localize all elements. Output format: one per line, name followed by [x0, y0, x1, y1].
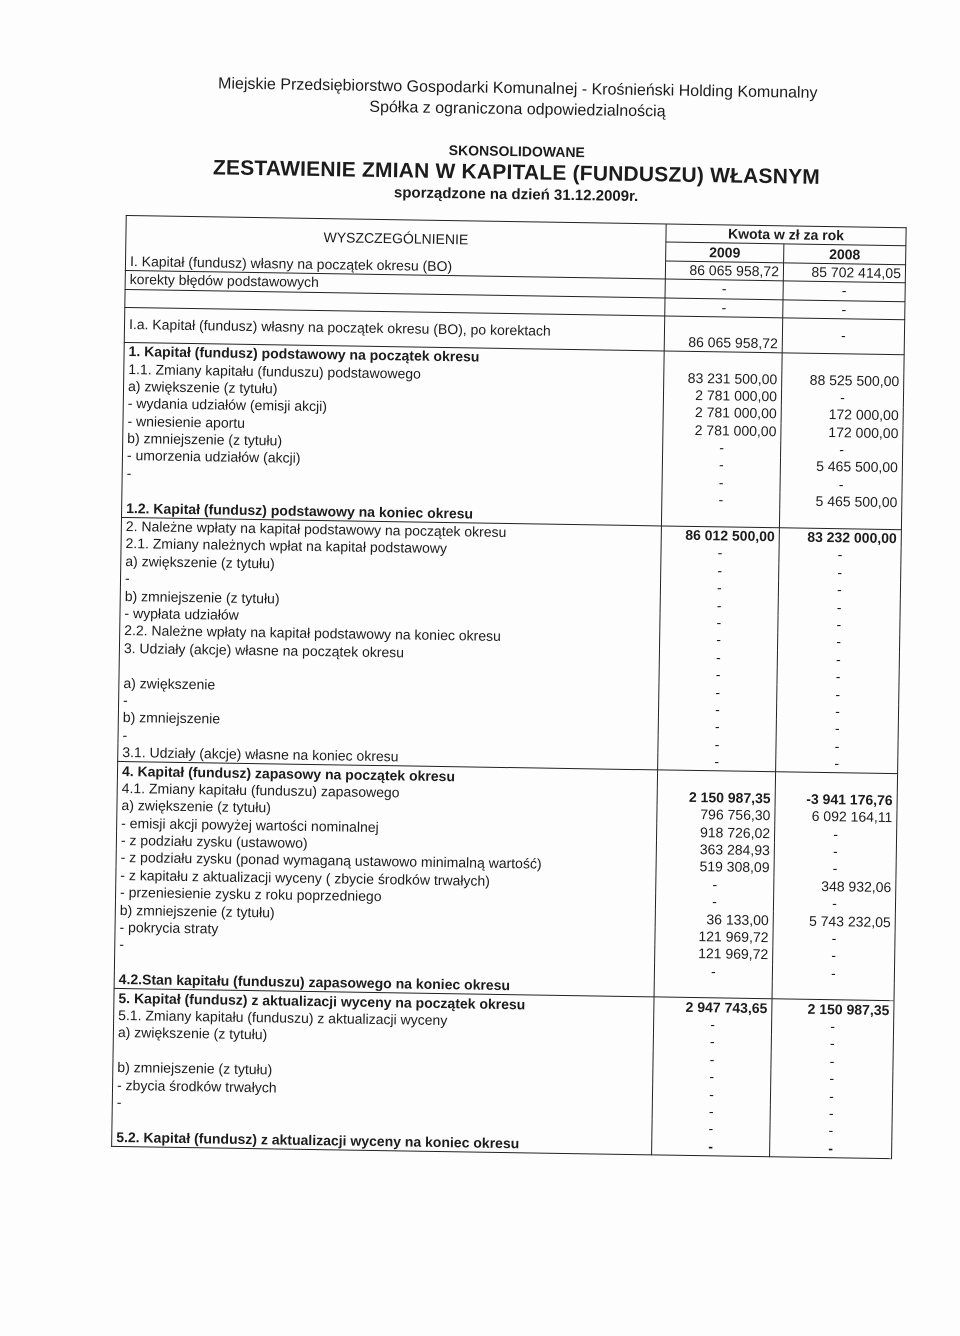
value-2008: 348 932,06 — [774, 877, 896, 896]
row-label: 4.2.Stan kapitału (funduszu) zapasowego na koniec okresu — [114, 971, 654, 997]
row-label: - z podziału zysku (ponad wymaganą ustawowo minimalną wartość) — [116, 849, 656, 875]
value-2009: 36 133,00 — [655, 910, 773, 929]
value-2009: 519 308,09 — [656, 858, 774, 877]
value-2008: - — [777, 650, 899, 669]
row-label: I.a. Kapitał (fundusz) własny na początek okresu (BO), po korektach — [124, 307, 664, 350]
row-label: - zbycia środków trwałych — [112, 1076, 652, 1102]
value-2009: 86 065 958,72 — [665, 261, 783, 281]
value-2009: - — [658, 718, 776, 737]
row-label: a) zwiększenie — [119, 674, 659, 700]
row-label: 4.1. Zmiany kapitału (funduszu) zapasowego — [117, 780, 657, 806]
value-2008: 172 000,00 — [781, 423, 903, 442]
row-label: 2. Należne wpłaty na kapitał podstawowy na początek okresu — [121, 517, 661, 543]
value-2009: 2 781 000,00 — [663, 404, 781, 423]
row-label: b) zmniejszenie (z tytułu) — [113, 1059, 653, 1085]
value-2009: 86 065 958,72 — [664, 316, 783, 353]
value-2008: 5 465 500,00 — [780, 458, 902, 477]
value-2009: - — [659, 648, 777, 667]
value-2008: - — [770, 1087, 892, 1106]
value-2009: - — [653, 1050, 771, 1069]
value-2009: 2 781 000,00 — [663, 386, 781, 405]
value-2008: 85 702 414,05 — [783, 263, 905, 283]
value-2009: - — [655, 892, 773, 911]
row-label: 1.1. Zmiany kapitału (funduszu) podstawowego — [124, 360, 664, 386]
value-2008: - — [774, 842, 896, 861]
value-2009: - — [663, 438, 781, 457]
value-2008: - — [773, 929, 895, 948]
value-2008: - — [771, 1069, 893, 1088]
value-2009: - — [660, 631, 778, 650]
value-2009: - — [658, 735, 776, 754]
value-2008: - — [770, 1104, 892, 1123]
row-label: 5.2. Kapitał (fundusz) z aktualizacji wyceny na koniec okresu — [112, 1128, 652, 1154]
value-2008: - — [779, 546, 901, 565]
value-2008: - — [774, 825, 896, 844]
value-2009: - — [662, 456, 780, 475]
value-2008: -3 941 176,76 — [775, 790, 897, 809]
value-2008: - — [776, 737, 898, 756]
value-2009: - — [653, 1067, 771, 1086]
value-2009: - — [654, 962, 772, 981]
value-2008 — [782, 353, 904, 373]
value-2008: - — [771, 1017, 893, 1036]
value-2008: - — [774, 860, 896, 879]
value-2008: - — [771, 1034, 893, 1053]
value-2009: - — [659, 665, 777, 684]
value-2009: - — [658, 752, 776, 772]
row-label: - — [118, 726, 658, 752]
value-2009 — [661, 508, 779, 528]
value-2008: - — [782, 318, 905, 355]
value-2009: - — [652, 1102, 770, 1121]
row-label: a) zwiększenie (z tytułu) — [121, 553, 661, 579]
value-2008: - — [781, 388, 903, 407]
value-2009: 2 947 743,65 — [654, 997, 772, 1017]
value-2009: - — [662, 491, 780, 510]
value-2009: - — [652, 1120, 770, 1139]
value-2008: - — [776, 754, 898, 774]
row-label: - — [118, 692, 658, 718]
value-2008 — [779, 510, 901, 530]
value-2008: - — [777, 685, 899, 704]
value-2008: 5 465 500,00 — [780, 492, 902, 511]
value-2009: - — [665, 279, 783, 299]
row-label: - — [112, 1094, 652, 1120]
row-label: 1.2. Kapitał (fundusz) podstawowy na koniec okresu — [122, 499, 662, 525]
value-2009: 2 150 987,35 — [657, 788, 775, 807]
value-2009: 121 969,72 — [655, 927, 773, 946]
row-label: b) zmniejszenie (z tytułu) — [120, 587, 660, 613]
value-2008: - — [781, 440, 903, 459]
document — [111, 72, 908, 1159]
row-label: - emisji akcji powyżej wartości nominalnej — [117, 814, 657, 840]
row-label: 1. Kapitał (fundusz) podstawowy na początek okresu — [124, 342, 664, 368]
value-2009: 796 756,30 — [657, 806, 775, 825]
row-label: - z podziału zysku (ustawowo) — [116, 832, 656, 858]
value-2008: - — [778, 580, 900, 599]
row-label: b) zmniejszenie (z tytułu) — [123, 430, 663, 456]
value-2008: - — [783, 281, 905, 301]
value-2009: - — [653, 1015, 771, 1034]
value-2008 — [772, 981, 894, 1001]
value-2009: 86 012 500,00 — [661, 526, 779, 546]
value-2009: - — [660, 596, 778, 615]
row-label: - — [115, 936, 655, 962]
row-label: I. Kapitał (fundusz) własny na początek okresu (BO) — [125, 252, 665, 279]
value-2009: 121 969,72 — [655, 945, 773, 964]
value-2008: - — [773, 894, 895, 913]
value-2008: - — [778, 632, 900, 651]
value-2009 — [657, 770, 775, 790]
value-2009 — [664, 351, 782, 371]
row-label: 3. Udziały (akcje) własne na początek okresu — [119, 640, 659, 666]
row-label: 2.1. Zmiany należnych wpłat na kapitał podstawowy — [121, 535, 661, 561]
value-2009: - — [658, 700, 776, 719]
value-2009: - — [652, 1085, 770, 1104]
value-2008: 2 150 987,35 — [772, 999, 894, 1019]
value-2008: 88 525 500,00 — [782, 371, 904, 390]
row-label: b) zmniejszenie — [118, 709, 658, 735]
value-2009: - — [665, 298, 783, 318]
value-2008 — [775, 772, 897, 792]
row-label: 5. Kapitał (fundusz) z aktualizacji wyceny na początek okresu — [114, 989, 654, 1015]
row-label: - wniesienie aportu — [123, 412, 663, 438]
value-2009: 918 726,02 — [656, 823, 774, 842]
value-2008: 83 232 000,00 — [779, 528, 901, 548]
value-2009: 363 284,93 — [656, 840, 774, 859]
company-name-line1: Miejskie Przedsiębiorstwo Gospodarki Komunalnej - Krośnieński Holding Komunalny — [217, 75, 818, 102]
value-2008: - — [777, 667, 899, 686]
value-2009: - — [661, 544, 779, 563]
equity-changes-table — [111, 215, 907, 1159]
value-2009: - — [660, 578, 778, 597]
row-label: - przeniesienie zysku z roku poprzedniego — [115, 884, 655, 910]
row-label: 5.1. Zmiany kapitału (funduszu) z aktualizacji wyceny — [114, 1007, 654, 1033]
value-2009: - — [652, 1137, 770, 1157]
value-2008: - — [776, 702, 898, 721]
value-2008: - — [778, 615, 900, 634]
row-label: - pokrycia straty — [115, 919, 655, 945]
value-2008: - — [772, 964, 894, 983]
row-label: - z kapitału z aktualizacji wyceny ( zbycie środków trwałych) — [116, 867, 656, 893]
row-label: - — [122, 465, 662, 491]
value-2008: - — [770, 1121, 892, 1140]
value-2008: - — [783, 299, 905, 319]
row-label: a) zwiększenie (z tytułu) — [123, 378, 663, 404]
row-label: b) zmniejszenie (z tytułu) — [115, 901, 655, 927]
column-header-amount: Kwota w zł za rok — [666, 224, 906, 246]
value-2009: - — [661, 561, 779, 580]
row-label: 2.2. Należne wpłaty na kapitał podstawowy na koniec okresu — [120, 622, 660, 648]
row-label: - wypłata udziałów — [120, 605, 660, 631]
value-2008: 172 000,00 — [781, 405, 903, 424]
value-2008: - — [779, 563, 901, 582]
document-title: ZESTAWIENIE ZMIAN W KAPITALE (FUNDUSZU) WŁASNYM — [212, 156, 821, 189]
value-2008: - — [776, 719, 898, 738]
value-2009: - — [656, 875, 774, 894]
row-label: - wydania udziałów (emisji akcji) — [123, 395, 663, 421]
value-2009 — [654, 979, 772, 999]
value-2008: - — [773, 946, 895, 965]
column-header-description: WYSZCZEGÓLNIENIE — [126, 215, 667, 260]
value-2009: 83 231 500,00 — [664, 369, 782, 388]
row-label: - umorzenia udziałów (akcji) — [122, 447, 662, 473]
value-2008: - — [771, 1052, 893, 1071]
company-name-line2: Spółka z ograniczona odpowiedzialnością — [369, 98, 666, 121]
row-label: - — [120, 570, 660, 596]
row-label: 3.1. Udziały (akcje) własne na koniec okresu — [118, 744, 658, 770]
row-label: a) zwiększenie (z tytułu) — [117, 797, 657, 823]
column-header-2009: 2009 — [666, 242, 784, 262]
row-label: 4. Kapitał (fundusz) zapasowy na początek okresu — [117, 762, 657, 788]
column-header-2008: 2008 — [784, 244, 906, 264]
value-2009: - — [662, 473, 780, 492]
value-2008: - — [770, 1139, 892, 1159]
document-date: sporządzone na dzień 31.12.2009r. — [393, 184, 639, 206]
value-2008: - — [780, 475, 902, 494]
row-label: korekty błędów podstawowych — [125, 271, 665, 298]
row-label: a) zwiększenie (z tytułu) — [113, 1024, 653, 1050]
value-2008: 5 743 232,05 — [773, 912, 895, 931]
value-2009: - — [659, 683, 777, 702]
company-name — [127, 72, 908, 126]
value-2009: 2 781 000,00 — [663, 421, 781, 440]
value-2008: 6 092 164,11 — [775, 807, 897, 826]
value-2009: - — [653, 1033, 771, 1052]
value-2009: - — [660, 613, 778, 632]
document-subtitle: SKONSOLIDOWANE — [448, 142, 585, 161]
value-2008: - — [778, 598, 900, 617]
